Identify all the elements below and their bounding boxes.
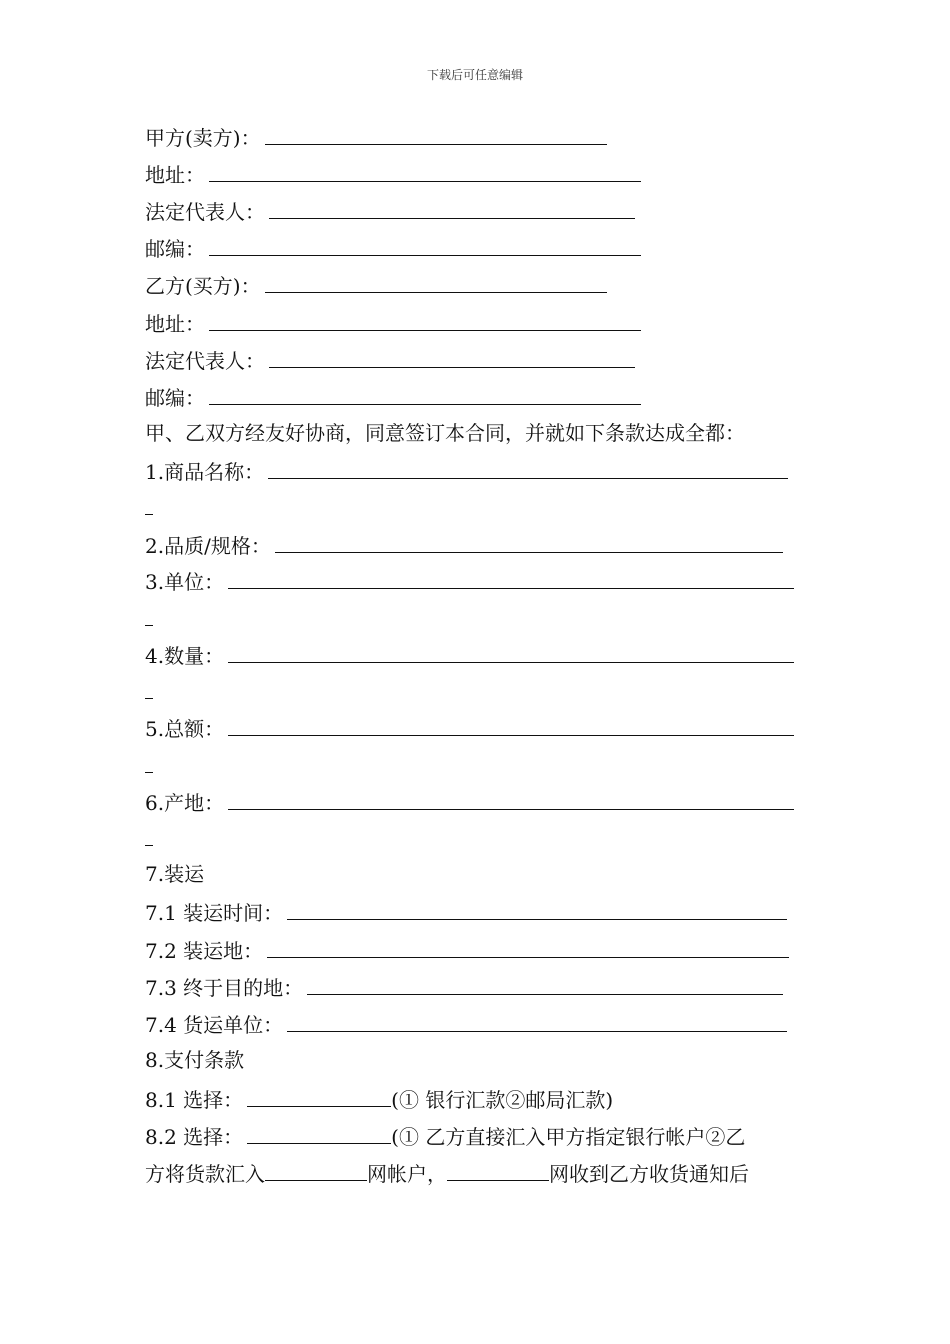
buyer-rep-blank[interactable] <box>269 347 635 368</box>
item-4-blank[interactable] <box>228 642 794 663</box>
item-7-3-line: 7.3 终于目的地： <box>145 974 783 1000</box>
item-8-1-line: 8.1 选择： (① 银行汇款②邮局汇款) <box>145 1088 614 1112</box>
item-7-4-blank[interactable] <box>287 1011 787 1032</box>
seller-zip-blank[interactable] <box>209 235 641 256</box>
item-7-3-blank[interactable] <box>307 974 783 995</box>
item-1-overflow <box>145 513 153 515</box>
item-2-line: 2.品质/规格： <box>145 532 783 558</box>
bank-name-blank[interactable] <box>265 1160 367 1181</box>
item-4-overflow <box>145 697 153 699</box>
item-1-line: 1.商品名称： <box>145 458 788 484</box>
item-3-line: 3.单位： <box>145 568 794 594</box>
buyer-address-line: 地址： <box>145 310 641 336</box>
seller-rep-blank[interactable] <box>269 198 635 219</box>
item-7-1-blank[interactable] <box>287 899 787 920</box>
buyer-zip-blank[interactable] <box>209 384 641 405</box>
page-header: 下载后可任意编辑 <box>426 68 523 82</box>
intro-paragraph: 甲、乙双方经友好协商，同意签订本合同，并就如下条款达成全都： <box>145 421 745 445</box>
item-8-2-continuation: 方将货款汇入 网帐户， 网收到乙方收货通知后 <box>145 1162 749 1186</box>
item-5-overflow <box>145 771 153 773</box>
bank-name-blank-2[interactable] <box>447 1160 549 1181</box>
item-7-2-blank[interactable] <box>267 937 789 958</box>
buyer-blank[interactable] <box>265 272 607 293</box>
item-8-2-blank[interactable] <box>247 1123 391 1144</box>
seller-line: 甲方(卖方)： <box>145 124 607 150</box>
seller-blank[interactable] <box>265 124 607 145</box>
item-5-blank[interactable] <box>228 715 794 736</box>
seller-zip-line: 邮编： <box>145 235 641 261</box>
item-6-blank[interactable] <box>228 789 794 810</box>
item-8-2-line: 8.2 选择： (① 乙方直接汇入甲方指定银行帐户②乙 <box>145 1125 746 1149</box>
item-4-line: 4.数量： <box>145 642 794 668</box>
buyer-rep-line: 法定代表人： <box>145 347 635 373</box>
buyer-zip-line: 邮编： <box>145 384 641 410</box>
buyer-line: 乙方(买方)： <box>145 272 607 298</box>
item-8-heading: 8.支付条款 <box>145 1048 245 1072</box>
item-5-line: 5.总额： <box>145 715 794 741</box>
item-8-2-options: (① 乙方直接汇入甲方指定银行帐户②乙 <box>391 1125 746 1149</box>
item-1-blank[interactable] <box>268 458 788 479</box>
item-7-heading: 7.装运 <box>145 862 205 886</box>
item-6-overflow <box>145 844 153 846</box>
item-8-1-options: (① 银行汇款②邮局汇款) <box>391 1088 614 1112</box>
item-2-blank[interactable] <box>275 532 783 553</box>
item-7-4-line: 7.4 货运单位： <box>145 1011 787 1037</box>
seller-rep-line: 法定代表人： <box>145 198 635 224</box>
buyer-address-blank[interactable] <box>209 310 641 331</box>
item-3-overflow <box>145 624 153 626</box>
item-3-blank[interactable] <box>228 568 794 589</box>
item-6-line: 6.产地： <box>145 789 794 815</box>
seller-address-blank[interactable] <box>209 161 641 182</box>
item-7-1-line: 7.1 装运时间： <box>145 899 787 925</box>
seller-address-line: 地址： <box>145 161 641 187</box>
item-8-1-blank[interactable] <box>247 1086 391 1107</box>
item-7-2-line: 7.2 装运地： <box>145 937 789 963</box>
